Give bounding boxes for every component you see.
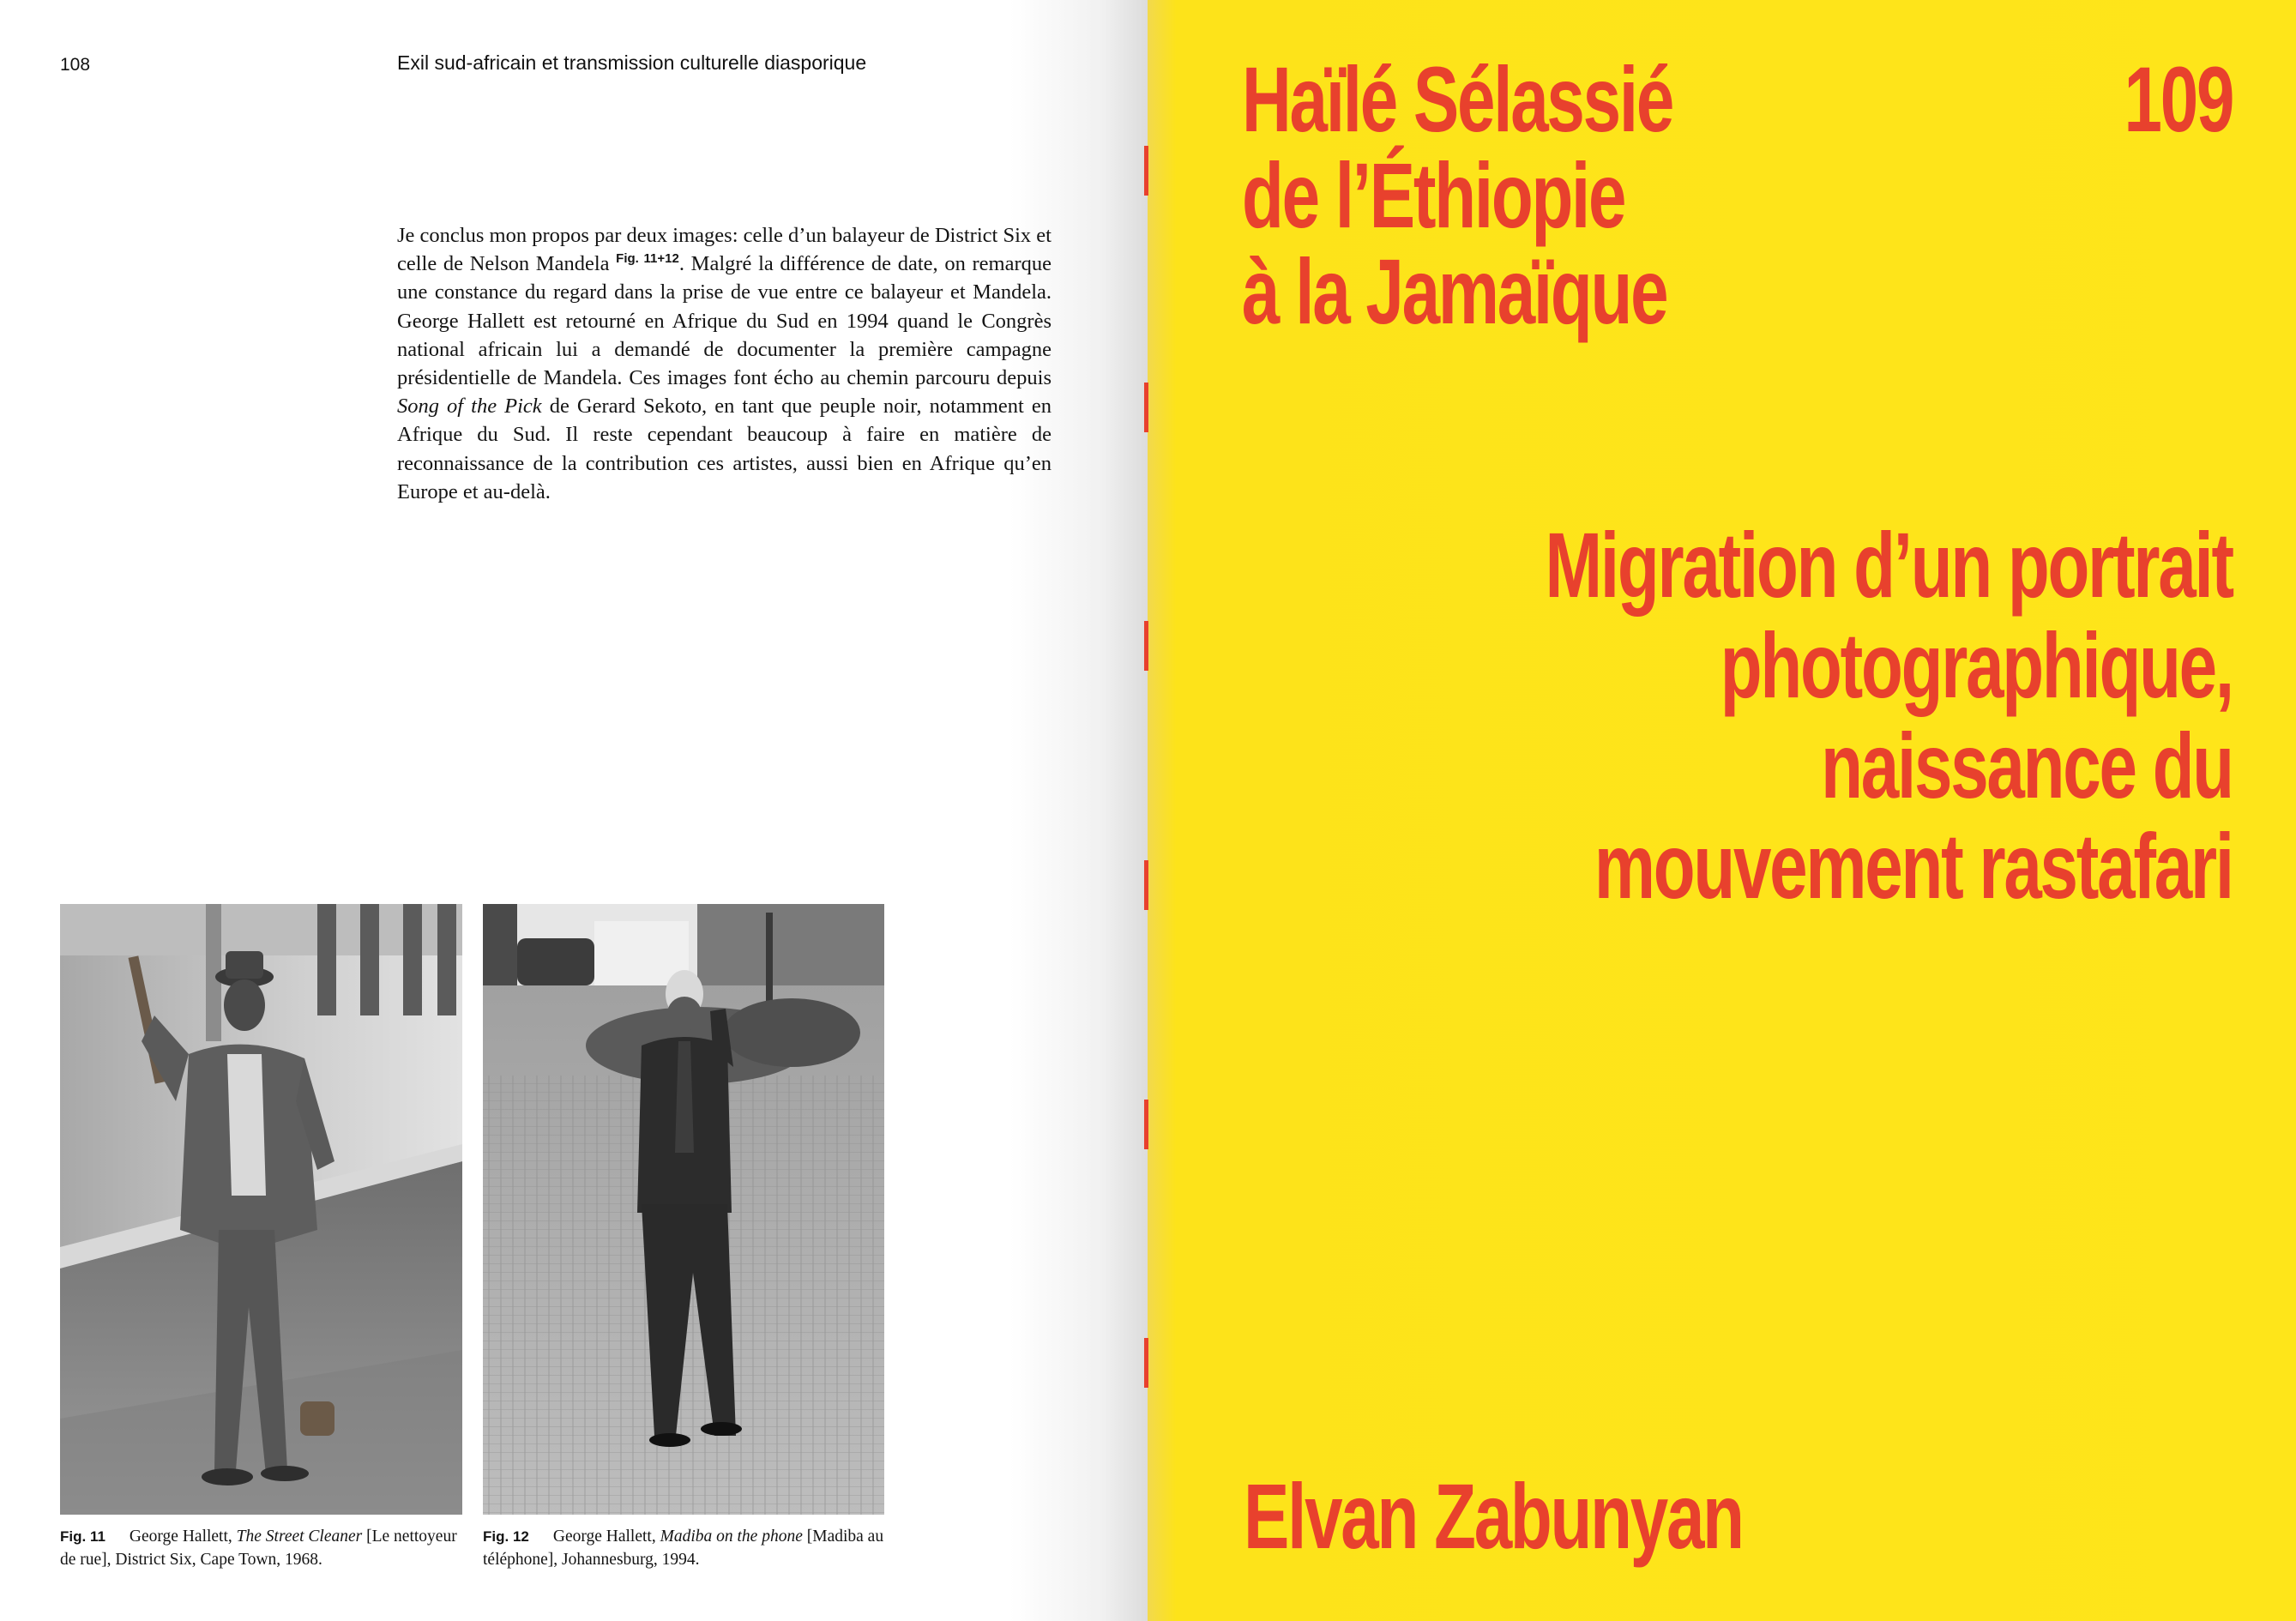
article-title — [1242, 47, 1673, 343]
madiba-on-the-phone-photo — [483, 904, 884, 1515]
article-subtitle — [1546, 515, 2233, 916]
figure-11-caption — [60, 1525, 462, 1571]
body-text-part1: Je conclus mon propos par deux images: celle d’un balayeur de District Six et celle de Nelson Mandela — [397, 224, 1052, 276]
running-head: Exil sud-africain et transmission culturelle diasporique — [397, 51, 867, 74]
subtitle-line-2: photographique, — [1720, 613, 2233, 717]
page-number-right: 109 — [2124, 47, 2233, 151]
title-line-1: Haïlé Sélassié — [1242, 47, 1673, 151]
title-line-2: de l’Éthiopie — [1242, 143, 1625, 247]
page-number-left: 108 — [60, 55, 91, 75]
figure-12-artist: George Hallett, — [552, 1528, 660, 1546]
figure-11-title: The Street Cleaner — [236, 1528, 363, 1546]
figure-11-label: Fig. 11 — [60, 1528, 105, 1545]
body-text-part2: . Malgré la différence de date, on remarque une constance du regard dans la prise de vue entre ce balayeur et Mandela. George Hallett est retourné en Afrique du Sud en 1994 quand le Congrès national africain lui a demandé de documenter la première campagne présidentielle de Mandela. Ces images font écho au chemin parcouru depuis — [397, 252, 1052, 390]
figure-12 — [483, 904, 884, 1571]
subtitle-line-1: Migration d’un portrait — [1545, 513, 2233, 617]
figure-11-artist: George Hallett, — [129, 1528, 237, 1546]
subtitle-line-3: naissance du — [1821, 714, 2233, 817]
figure-12-label: Fig. 12 — [483, 1528, 529, 1545]
binding-stitches — [1144, 0, 1153, 1621]
subtitle-line-4: mouvement rastafari — [1594, 814, 2233, 918]
author-name: Elvan Zabunyan — [1244, 1464, 1743, 1568]
street-cleaner-photo — [60, 904, 462, 1515]
figure-12-caption — [483, 1525, 884, 1571]
figure-12-details: [Madiba au téléphone], Johannesburg, 1994. — [483, 1528, 884, 1569]
figure-12-title: Madiba on the phone — [660, 1528, 803, 1546]
figure-11-details: [Le nettoyeur de rue], District Six, Cape Town, 1968. — [60, 1528, 457, 1569]
title-line-3: à la Jamaïque — [1242, 239, 1667, 343]
body-paragraph — [397, 221, 1052, 506]
body-text-part3: de Gerard Sekoto, en tant que peuple noir, notamment en Afrique du Sud. Il reste cependant beaucoup à faire en matière de reconnaissance de la contribution ces artistes, aussi bien en Afrique qu’en Europe et au-delà. — [397, 395, 1052, 503]
figure-reference: Fig. 11+12 — [616, 251, 679, 267]
figure-11 — [60, 904, 462, 1571]
artwork-title: Song of the Pick — [397, 395, 542, 419]
